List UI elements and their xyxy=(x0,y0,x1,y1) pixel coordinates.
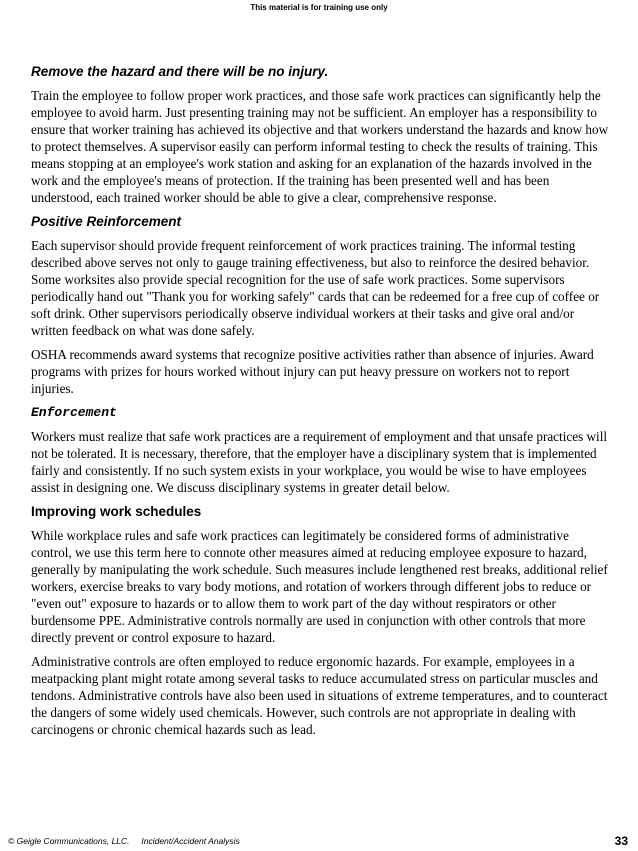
paragraph: Train the employee to follow proper work practices, and those safe work practices can significantly help the employee to avoid harm. Just presenting training may not be sufficient. An employer has a responsibility to ensure that worker training has achieved its objective and that workers understand the hazards and know how to protect themselves. A supervisor easily can perform informal testing to check the results of training. This means stopping at an employee's work station and asking for an explanation of the hazards involved in the work and the employee's means of protection. If the training has been presented well and has been understood, each trained worker should be able to give a clear, comprehensive response. xyxy=(31,88,609,205)
paragraph: Workers must realize that safe work practices are a requirement of employment and that unsafe practices will not be tolerated. It is necessary, therefore, that the employer have a disciplinary system that is implemented fairly and consistently. If no such system exists in your workplace, you would be wise to have employees assist in designing one. We discuss disciplinary systems in greater detail below. xyxy=(31,429,608,495)
training-notice-header: This material is for training use only xyxy=(250,3,388,12)
section-heading-positive-reinforcement: Positive Reinforcement xyxy=(31,214,182,229)
paragraph: OSHA recommends award systems that recognize positive activities rather than absence of injuries. Award programs with prizes for hours worked without injury can put heavy pressure on workers not to report injuries. xyxy=(31,347,594,396)
section-heading-enforcement: Enforcement xyxy=(31,405,117,420)
footer-copyright: © Geigle Communications, LLC. xyxy=(8,836,130,846)
paragraph: While workplace rules and safe work practices can legitimately be considered forms of administrative control, we use this term here to connote other measures aimed at reducing employee exposure to hazard, generally by manipulating the work schedule. Such measures include lengthened rest breaks, additional relief workers, exercise breaks to vary body motions, and rotation of workers through different jobs to reduce or "even out" exposure to hazards or to allow them to work part of the day without respirators or other burdensome PPE. Administrative controls normally are used in conjunction with other controls that more directly prevent or control exposure to hazard. xyxy=(31,528,608,645)
section-heading-remove-hazard: Remove the hazard and there will be no injury. xyxy=(31,64,329,79)
paragraph: Administrative controls are often employed to reduce ergonomic hazards. For example, employees in a meatpacking plant might rotate among several tasks to reduce accumulated stress on particular muscles and tendons. Administrative controls have also been used in situations of extreme temperatures, and to counteract the dangers of some widely used chemicals. However, such controls are not appropriate in dealing with carcinogens or chronic chemical hazards such as lead. xyxy=(31,654,608,737)
page-footer xyxy=(8,836,628,846)
document-body xyxy=(31,63,611,745)
paragraph: Each supervisor should provide frequent reinforcement of work practices training. The informal testing described above serves not only to gauge training effectiveness, but also to reinforce the desired behavior. Some worksites also provide special recognition for the use of safe work practices. Some supervisors periodically hand out "Thank you for working safely" cards that can be redeemed for a free cup of coffee or soft drink. Other supervisors periodically observe individual workers at their tasks and give oral and/or written feedback on what was done safely. xyxy=(31,238,600,338)
footer-title: Incident/Accident Analysis xyxy=(141,836,240,846)
section-heading-work-schedules: Improving work schedules xyxy=(31,504,202,519)
page-number: 33 xyxy=(614,834,628,848)
